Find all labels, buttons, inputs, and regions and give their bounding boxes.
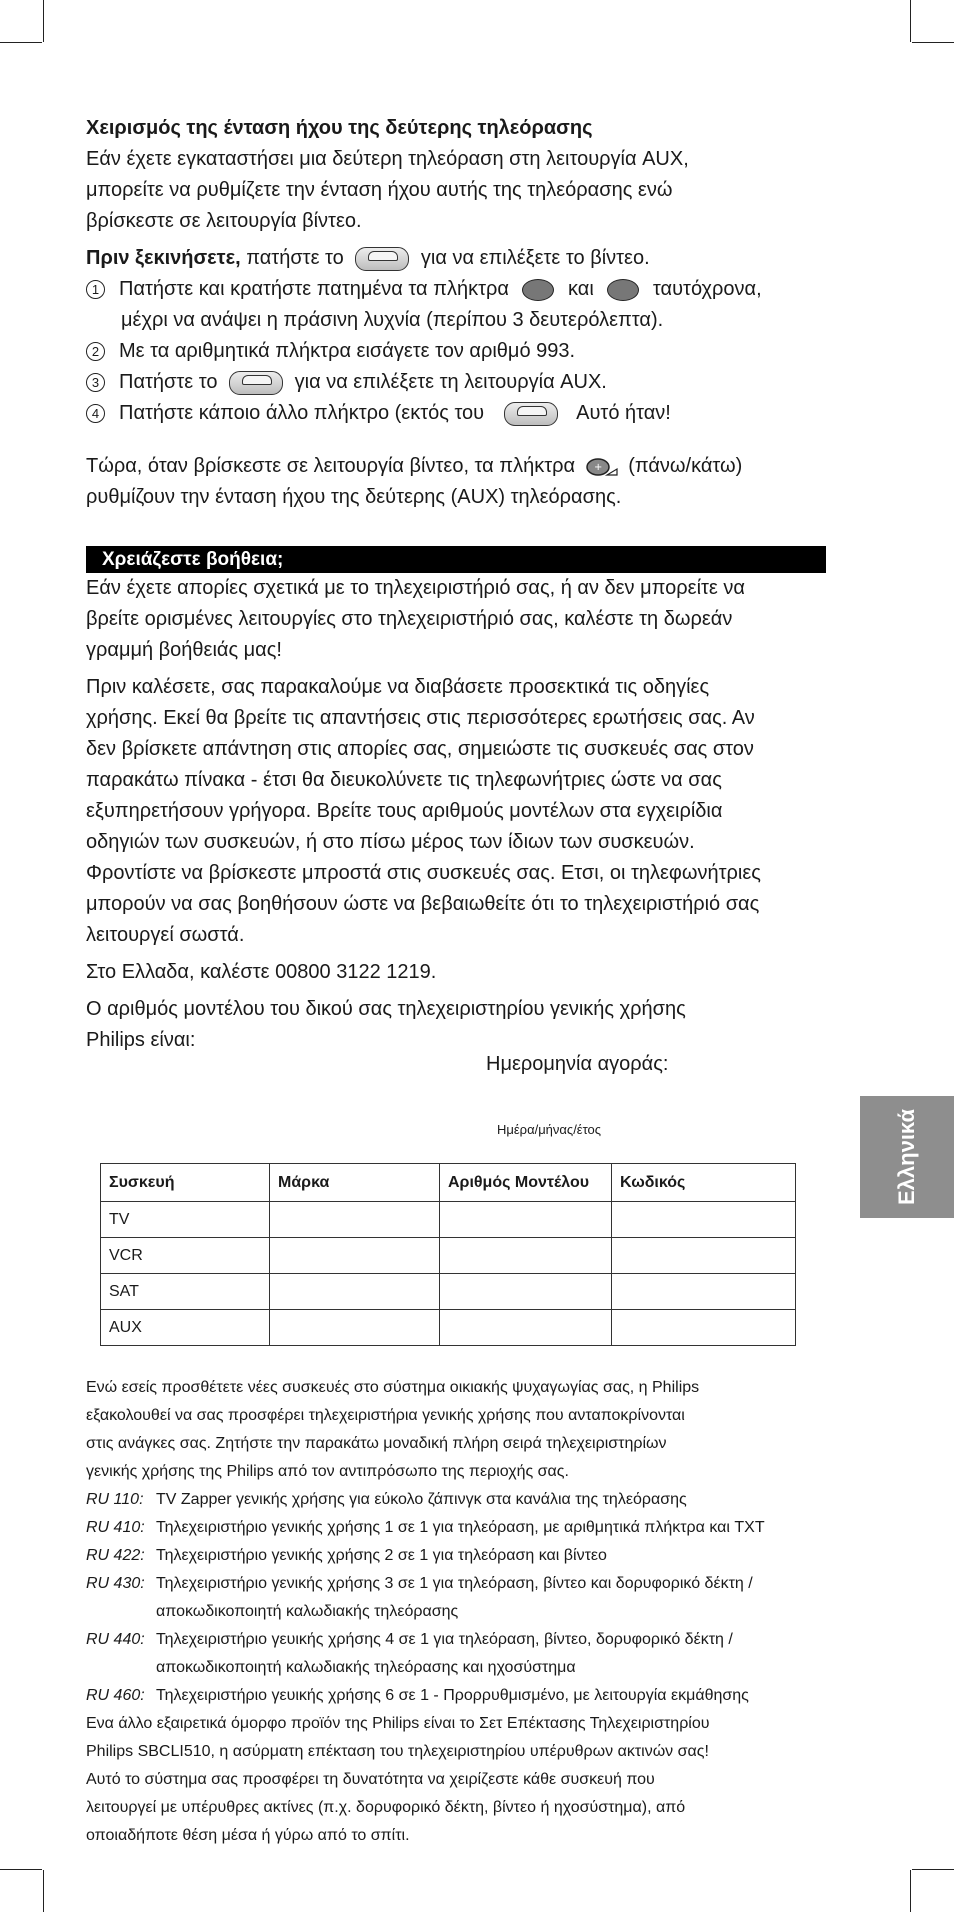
step-3 bbox=[86, 367, 828, 398]
note-text: (πάνω/κάτω) bbox=[628, 455, 743, 477]
device-cell: AUX bbox=[101, 1310, 270, 1346]
device-cell: TV bbox=[101, 1202, 270, 1238]
product-desc bbox=[156, 1626, 828, 1682]
before-label: Πριν ξεκινήσετε, bbox=[86, 247, 241, 269]
code-cell[interactable] bbox=[612, 1310, 796, 1346]
table-header-row bbox=[101, 1164, 796, 1202]
crop-mark bbox=[910, 1870, 911, 1912]
products-intro: στις ανάγκες σας. Ζητήστε την παρακάτω μοναδική πλήρη σειρά τηλεχειριστηρίων bbox=[86, 1435, 667, 1452]
product-item bbox=[86, 1542, 828, 1570]
step-text: Πατήστε και κρατήστε πατημένα τα πλήκτρα bbox=[119, 278, 509, 300]
code-cell[interactable] bbox=[612, 1238, 796, 1274]
product-desc bbox=[156, 1514, 828, 1542]
model-question: Ο αριθμός μοντέλου του δικού σας τηλεχειριστηρίου γενικής χρήσης bbox=[86, 998, 686, 1020]
product-desc-line: Τηλεχειριστήριο γενικής χρήσης 3 σε 1 για τηλεόραση, βίντεο και δορυφορικό δέκτη / bbox=[156, 1575, 753, 1592]
oval-key-icon bbox=[522, 279, 554, 301]
table-row bbox=[101, 1238, 796, 1274]
products-intro: γενικής χρήσης της Philips από τον αντιπρόσωπο της περιοχής σας. bbox=[86, 1463, 569, 1480]
product-code: RU 430: bbox=[86, 1575, 145, 1592]
product-code: RU 440: bbox=[86, 1631, 145, 1648]
column-header: Μάρκα bbox=[270, 1164, 440, 1202]
products-outro: οποιαδήποτε θέση μέσα ή γύρω από το σπίτι. bbox=[86, 1827, 410, 1844]
step-text: Πατήστε το bbox=[119, 371, 218, 393]
crop-mark bbox=[0, 42, 42, 43]
column-header: Αριθμός Μοντέλου bbox=[440, 1164, 612, 1202]
note-text: Τώρα, όταν βρίσκεστε σε λειτουργία βίντεο, τα πλήκτρα bbox=[86, 455, 576, 477]
brand-cell[interactable] bbox=[270, 1202, 440, 1238]
volume-section bbox=[86, 113, 828, 513]
step-number: 1 bbox=[86, 280, 105, 299]
products-intro: εξακολουθεί να σας προσφέρει τηλεχειριστήρια γενικής χρήσης που ανταποκρίνονται bbox=[86, 1407, 685, 1424]
product-code: RU 110: bbox=[86, 1491, 144, 1508]
model-cell[interactable] bbox=[440, 1202, 612, 1238]
model-question: Philips είναι: bbox=[86, 1029, 196, 1051]
product-item bbox=[86, 1486, 828, 1514]
product-desc bbox=[156, 1486, 828, 1514]
products-intro: Ενώ εσείς προσθέτετε νέες συσκευές στο σύστημα οικιακής ψυχαγωγίας σας, η Philips bbox=[86, 1379, 700, 1396]
help-paragraph: δεν βρίσκετε απάντηση στις απορίες σας, σημειώστε τις συσκευές σας στον bbox=[86, 738, 754, 760]
language-tab bbox=[860, 1096, 954, 1218]
purchase-date-label: Ημερομηνία αγοράς: bbox=[486, 1053, 669, 1075]
product-desc-line: Τηλεχειριστήριο γενικής χρήσης 2 σε 1 για τηλεόραση και βίντεο bbox=[156, 1547, 607, 1564]
products-outro: λειτουργεί με υπέρυθρες ακτίνες (π.χ. δορυφορικό δέκτη, βίντεο ή ηχοσύστημα), από bbox=[86, 1799, 686, 1816]
language-tab-label: Ελληνικά bbox=[894, 1109, 919, 1205]
before-text: για να επιλέξετε το βίντεο. bbox=[420, 247, 650, 269]
help-paragraph: χρήσης. Εκεί θα βρείτε τις απαντήσεις στις περισσότερες ερωτήσεις σας. Αν bbox=[86, 707, 755, 729]
product-desc-line: αποκωδικοποιητή καλωδιακής τηλεόρασης bbox=[156, 1603, 459, 1620]
helpline-phone: Στο Ελλαδα, καλέστε 00800 3122 1219. bbox=[86, 961, 437, 983]
product-desc bbox=[156, 1682, 828, 1710]
product-item bbox=[86, 1514, 828, 1542]
step-text: Πατήστε κάποιο άλλο πλήκτρο (εκτός του bbox=[119, 402, 485, 424]
date-format-hint: Ημέρα/μήνας/έτος bbox=[497, 1122, 602, 1137]
device-cell: VCR bbox=[101, 1238, 270, 1274]
product-desc-line: Τηλεχειριστήριο γευικής χρήσης 4 σε 1 για τηλεόραση, βίντεο, δορυφορικό δέκτη / bbox=[156, 1631, 733, 1648]
help-paragraph: παρακάτω πίνακα - έτσι θα διευκολύνετε τις τηλεφωνήτριες ώστε να σας bbox=[86, 769, 722, 791]
table-row bbox=[101, 1274, 796, 1310]
step-1 bbox=[86, 274, 828, 336]
intro-line: μπορείτε να ρυθμίζετε την ένταση ήχου αυτής της τηλεόρασης ενώ bbox=[86, 179, 673, 201]
brand-cell[interactable] bbox=[270, 1274, 440, 1310]
step-number: 2 bbox=[86, 342, 105, 361]
column-header: Κωδικός bbox=[612, 1164, 796, 1202]
step-2 bbox=[86, 336, 828, 367]
intro-line: βρίσκεστε σε λειτουργία βίντεο. bbox=[86, 210, 362, 232]
product-desc bbox=[156, 1542, 828, 1570]
products-outro: Αυτό το σύστημα σας προσφέρει τη δυνατότητα να χειρίζεστε κάθε συσκευή που bbox=[86, 1771, 655, 1788]
product-desc-line: Τηλεχειριστήριο γενικής χρήσης 1 σε 1 για τηλεόραση, με αριθμητικά πλήκτρα και TXT bbox=[156, 1519, 765, 1536]
code-cell[interactable] bbox=[612, 1202, 796, 1238]
help-section bbox=[86, 546, 826, 1056]
product-code: RU 460: bbox=[86, 1687, 145, 1704]
step-number: 3 bbox=[86, 373, 105, 392]
oval-key-icon bbox=[607, 279, 639, 301]
model-cell[interactable] bbox=[440, 1274, 612, 1310]
brand-cell[interactable] bbox=[270, 1238, 440, 1274]
step-text: και bbox=[568, 278, 594, 300]
device-cell: SAT bbox=[101, 1274, 270, 1310]
crop-mark bbox=[912, 42, 954, 43]
product-desc-line: αποκωδικοποιητή καλωδιακής τηλεόρασης και ηχοσύστημα bbox=[156, 1659, 576, 1676]
product-item bbox=[86, 1626, 828, 1682]
products-outro: Philips SBCLI510, η ασύρματη επέκταση του τηλεχειριστηρίου υπέρυθρων ακτινών σας! bbox=[86, 1743, 709, 1760]
step-text: μέχρι να ανάψει η πράσινη λυχνία (περίπου 3 δευτερόλεπτα). bbox=[121, 309, 664, 331]
crop-mark bbox=[43, 1870, 44, 1912]
crop-mark bbox=[912, 1869, 954, 1870]
product-code: RU 410: bbox=[86, 1519, 145, 1536]
help-paragraph: οδηγιών των συσκευών, ή στο πίσω μέρος των ίδιων των συσκευών. bbox=[86, 831, 695, 853]
help-paragraph: εξυπηρετήσουν γρήγορα. Βρείτε τους αριθμούς μοντέλων στα εγχειρίδια bbox=[86, 800, 723, 822]
crop-mark bbox=[43, 0, 44, 42]
product-item bbox=[86, 1570, 828, 1626]
table-row bbox=[101, 1310, 796, 1346]
help-paragraph: Φροντίστε να βρίσκεστε μπροστά στις συσκευές σας. Ετσι, οι τηλεφωνήτριες bbox=[86, 862, 761, 884]
product-item bbox=[86, 1682, 828, 1710]
step-text: ταυτόχρονα, bbox=[652, 278, 762, 300]
intro-line: Εάν έχετε εγκαταστήσει μια δεύτερη τηλεόραση στη λειτουργία AUX, bbox=[86, 148, 689, 170]
step-text: Με τα αριθμητικά πλήκτρα εισάγετε τον αριθμό 993. bbox=[119, 340, 576, 362]
help-paragraph: μπορούν να σας βοηθήσουν ώστε να βεβαιωθείτε ότι το τηλεχειριστήριό σας bbox=[86, 893, 760, 915]
help-paragraph: βρείτε ορισμένες λειτουργίες στο τηλεχειριστήριό σας, καλέστε τη δωρεάν bbox=[86, 608, 733, 630]
volume-note bbox=[86, 451, 828, 482]
device-select-button-icon bbox=[504, 402, 558, 426]
code-cell[interactable] bbox=[612, 1274, 796, 1310]
help-paragraph: λειτουργεί σωστά. bbox=[86, 924, 245, 946]
crop-mark bbox=[0, 1869, 42, 1870]
svg-text:+: + bbox=[593, 461, 603, 473]
step-number: 4 bbox=[86, 404, 105, 423]
products-outro: Ενα άλλο εξαιρετικά όμορφο προϊόν της Philips είναι το Σετ Επέκτασης Τηλεχειριστηρίου bbox=[86, 1715, 710, 1732]
products-section bbox=[86, 1374, 828, 1850]
model-cell[interactable] bbox=[440, 1238, 612, 1274]
brand-cell[interactable] bbox=[270, 1310, 440, 1346]
step-text: Αυτό ήταν! bbox=[576, 402, 671, 424]
before-you-start bbox=[86, 243, 828, 274]
device-select-button-icon bbox=[229, 371, 283, 395]
product-desc-line: TV Zapper γενικής χρήσης για εύκολο ζάπινγκ στα κανάλια της τηλεόρασης bbox=[156, 1491, 687, 1508]
step-text: για να επιλέξετε τη λειτουργία AUX. bbox=[294, 371, 607, 393]
help-paragraph: γραμμή βοήθειάς μας! bbox=[86, 639, 282, 661]
volume-updown-icon bbox=[585, 455, 619, 479]
product-desc bbox=[156, 1570, 828, 1626]
table-row bbox=[101, 1202, 796, 1238]
step-4 bbox=[86, 398, 828, 429]
device-table bbox=[100, 1163, 796, 1346]
section-heading: Χειρισμός της ένταση ήχου της δεύτερης τηλεόρασης bbox=[86, 117, 593, 139]
product-desc-line: Τηλεχειριστήριο γευικής χρήσης 6 σε 1 - Προρρυθμισμένο, με λειτουργία εκμάθησης bbox=[156, 1687, 749, 1704]
model-cell[interactable] bbox=[440, 1310, 612, 1346]
note-text: ρυθμίζουν την ένταση ήχου της δεύτερης (AUX) τηλεόρασης. bbox=[86, 486, 622, 508]
crop-mark bbox=[910, 0, 911, 42]
product-code: RU 422: bbox=[86, 1547, 145, 1564]
column-header: Συσκευή bbox=[101, 1164, 270, 1202]
device-select-button-icon bbox=[355, 247, 409, 271]
help-paragraph: Πριν καλέσετε, σας παρακαλούμε να διαβάσετε προσεκτικά τις οδηγίες bbox=[86, 676, 710, 698]
help-heading-bar: Χρειάζεστε βοήθεια; bbox=[86, 546, 826, 573]
help-paragraph: Εάν έχετε απορίες σχετικά με το τηλεχειριστήριό σας, ή αν δεν μπορείτε να bbox=[86, 577, 745, 599]
before-text: πατήστε το bbox=[246, 247, 344, 269]
